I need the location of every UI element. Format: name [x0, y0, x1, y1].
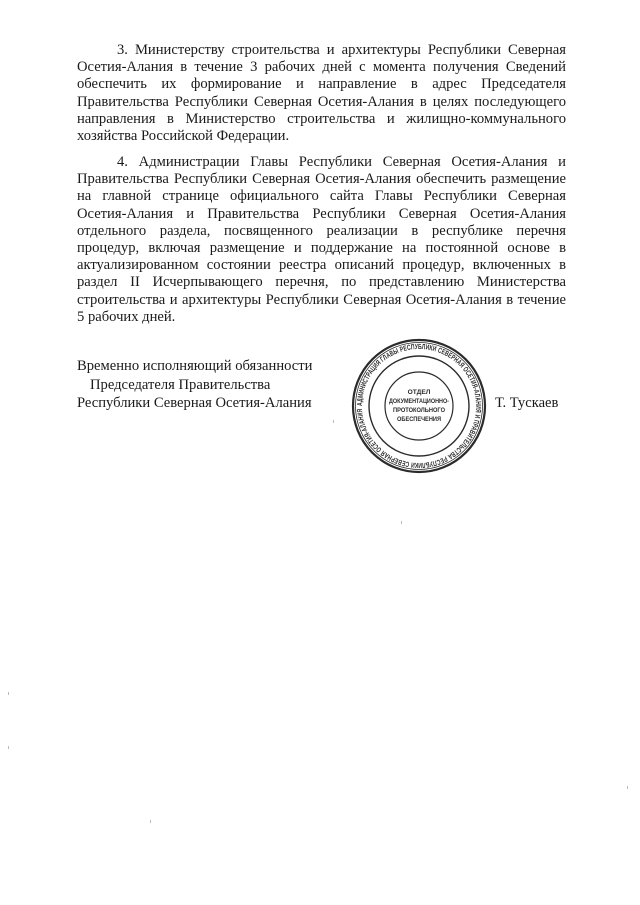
seal-center-line-4: ОБЕСПЕЧЕНИЯ — [397, 416, 442, 423]
paragraph-3: 3. Министерству строительства и архитектуры Республики Северная Осетия-Алания в течение 3 рабочих дней с момента получения Сведений обеспечить их формирование и направление в адрес Председателя Правительства Республики Северная Осетия-Алания в целях последующего направления в Министерство строительства и жилищно-коммунального хозяйства Российской Федерации. — [77, 42, 566, 145]
official-seal — [349, 336, 489, 476]
seal-center-line-1: ОТДЕЛ — [407, 389, 431, 396]
paragraph-4: 4. Администрации Главы Республики Северная Осетия-Алания и Правительства Республики Северная Осетия-Алания обеспечить размещение на главной странице официального сайта Главы Республики Северная Осетия-Алания и Правительства Республики Северная Осетия-Алания отдельного раздела, посвященного реализации в республике перечня процедур, включая размещение и поддержание на постоянной основе в актуализированном состоянии реестра описаний процедур, включенных в раздел II Исчерпывающего перечня, по представлению Министерства строительства и архитектуры Республики Северная Осетия-Алания в течение 5 рабочих дней. — [77, 154, 566, 325]
scan-speck — [627, 786, 628, 789]
seal-center-line-3: ПРОТОКОЛЬНОГО — [393, 407, 445, 414]
scan-speck — [401, 521, 402, 524]
scan-speck — [8, 692, 9, 695]
seal-center-line-2: ДОКУМЕНТАЦИОННО- — [389, 398, 449, 405]
signature-title-line-2: Председателя Правительства — [90, 377, 271, 393]
signature-title-line-3: Республики Северная Осетия-Алания — [77, 395, 312, 411]
scan-speck — [8, 746, 9, 749]
seal-outer-text: АДМИНИСТРАЦИЯ ГЛАВЫ РЕСПУБЛИКИ СЕВЕРНАЯ ОСЕТИЯ-АЛАНИЯ И ПРАВИТЕЛЬСТВА РЕСПУБЛИКИ СЕВЕРНАЯ ОСЕТИЯ-АЛАНИЯ — [354, 341, 484, 471]
scan-speck — [150, 820, 151, 823]
signature-title-line-1: Временно исполняющий обязанности — [77, 358, 313, 374]
signer-name: Т. Тускаев — [495, 395, 559, 411]
scan-speck — [333, 420, 334, 423]
